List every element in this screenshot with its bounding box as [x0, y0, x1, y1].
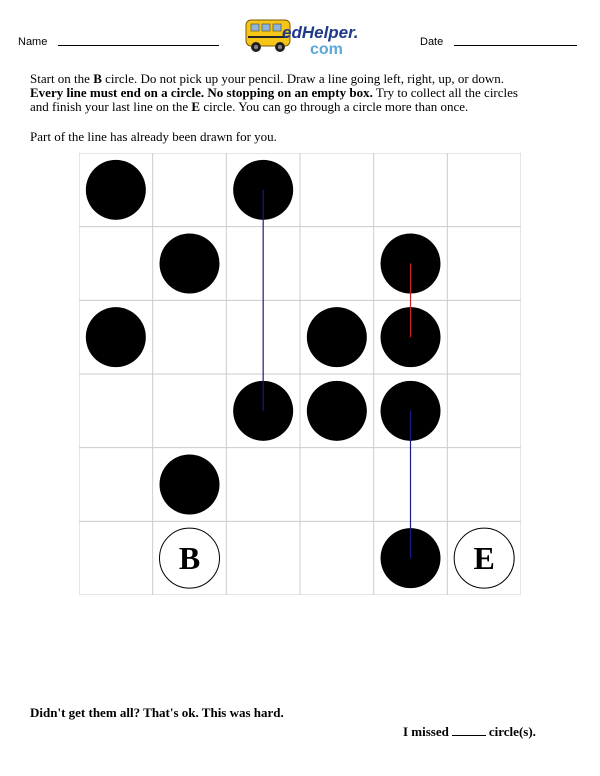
logo-text: edHelper. — [282, 23, 359, 42]
filled-circle[interactable] — [86, 160, 146, 220]
edhelper-logo — [242, 14, 362, 60]
name-blank-line[interactable] — [58, 45, 219, 46]
instruction-line-3: and finish your last line on the E circle. You can go through a circle more than once. — [30, 99, 469, 114]
instruction-note: Part of the line has already been drawn for you. — [30, 129, 277, 144]
filled-circle[interactable] — [307, 307, 367, 367]
filled-circle[interactable] — [307, 381, 367, 441]
end-circle-label: E — [473, 540, 495, 577]
filled-circle[interactable] — [160, 234, 220, 294]
missed-count-blank[interactable] — [452, 725, 486, 736]
date-label: Date — [420, 36, 444, 48]
instruction-line-2: Every line must end on a circle. No stopping on an empty box. Try to collect all the circles — [30, 85, 518, 100]
instructions — [30, 72, 570, 114]
footer-encouragement: Didn't get them all? That's ok. This was hard. — [30, 705, 284, 720]
name-label: Name — [18, 36, 48, 48]
footer-missed: I missed circle(s). — [403, 724, 536, 739]
instruction-line-1: Start on the B circle. Do not pick up your pencil. Draw a line going left, right, up, or down. — [30, 71, 505, 86]
filled-circle[interactable] — [160, 455, 220, 515]
filled-circle[interactable] — [86, 307, 146, 367]
start-circle-label: B — [178, 540, 201, 577]
date-blank-line[interactable] — [454, 45, 577, 46]
logo-subtext: com — [310, 41, 343, 58]
puzzle-grid[interactable] — [79, 153, 521, 595]
